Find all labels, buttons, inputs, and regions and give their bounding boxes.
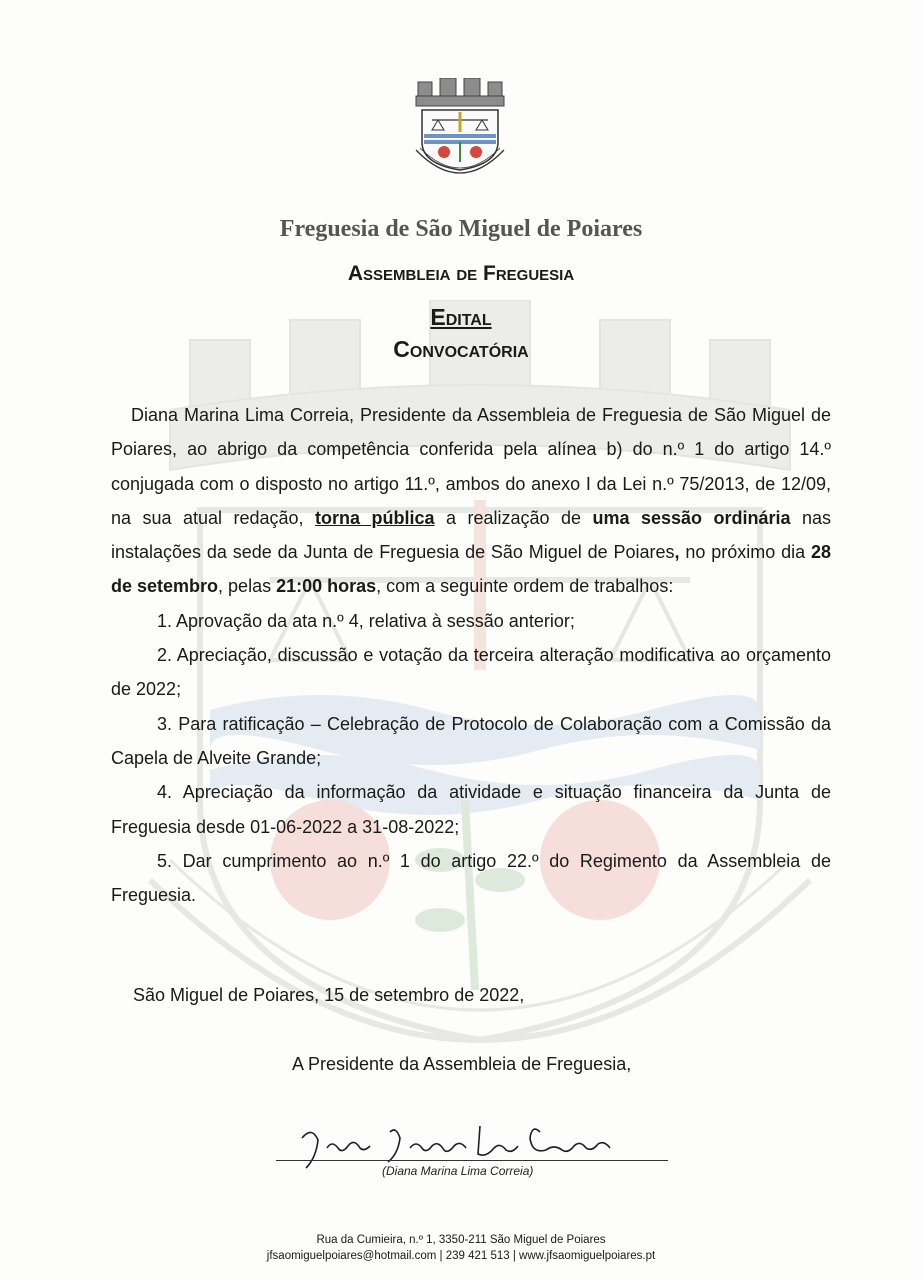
intro-paragraph	[111, 398, 831, 604]
signatory-name: (Diana Marina Lima Correia)	[382, 1164, 534, 1178]
assembly-title: Assembleia de Freguesia	[347, 262, 575, 285]
organization-title: Freguesia de São Miguel de Poiares	[279, 216, 643, 242]
footer	[0, 1232, 922, 1264]
footer-contacts: jfsaomiguelpoiares@hotmail.com | 239 421 513 | www.jfsaomiguelpoiares.pt	[266, 1250, 656, 1262]
intro-emphasis: torna pública	[315, 507, 435, 528]
agenda-item: 3. Para ratificação – Celebração de Protocolo de Colaboração com a Comissão da Capela de Alveite Grande;	[111, 713, 831, 768]
footer-address: Rua da Cumieira, n.º 1, 3350-211 São Miguel de Poiares	[316, 1234, 606, 1246]
place-date: São Miguel de Poiares, 15 de setembro de 2022,	[133, 985, 525, 1005]
intro-text: a realização de	[434, 507, 593, 528]
intro-text: , com a seguinte ordem de trabalhos:	[376, 576, 674, 597]
signature-block	[272, 1118, 672, 1198]
crest-logo	[410, 78, 510, 188]
agenda-item: 4. Apreciação da informação da atividade e situação financeira da Junta de Freguesia desde 01-06-2022 a 31-08-2022;	[111, 782, 831, 837]
signature-line	[276, 1160, 668, 1161]
intro-emphasis: ,	[674, 542, 680, 563]
convocatoria-title: Convocatória	[393, 336, 529, 362]
edital-title: Edital	[430, 304, 492, 330]
intro-text: Diana Marina Lima Correia, Presidente da Assembleia de Freguesia de São Miguel de Poiares, ao abrigo da competência conferida pela alínea b) do n.º 1 do artigo 14.º conjugada com o disposto no artigo 11.º, ambos do anexo I da Lei n.º 75/2013, de 12/09, na sua atual redação,	[111, 405, 831, 528]
intro-emphasis: uma sessão ordinária	[592, 507, 791, 528]
intro-text: , pelas	[218, 576, 277, 597]
intro-emphasis: 28 de setembro	[111, 542, 831, 597]
document-body	[111, 398, 831, 912]
agenda-item: 1. Aprovação da ata n.º 4, relativa à sessão anterior;	[157, 610, 575, 631]
intro-text: no próximo dia	[679, 542, 811, 563]
signatory-role: A Presidente da Assembleia de Freguesia,	[292, 1054, 632, 1074]
agenda-item: 5. Dar cumprimento ao n.º 1 do artigo 22.º do Regimento da Assembleia de Freguesia.	[111, 850, 831, 906]
agenda-item: 2. Apreciação, discussão e votação da terceira alteração modificativa ao orçamento de 2022;	[111, 645, 831, 700]
intro-emphasis: 21:00 horas	[276, 576, 377, 597]
intro-text: nas instalações da sede da Junta de Freguesia de São Miguel de Poiares	[111, 507, 831, 563]
